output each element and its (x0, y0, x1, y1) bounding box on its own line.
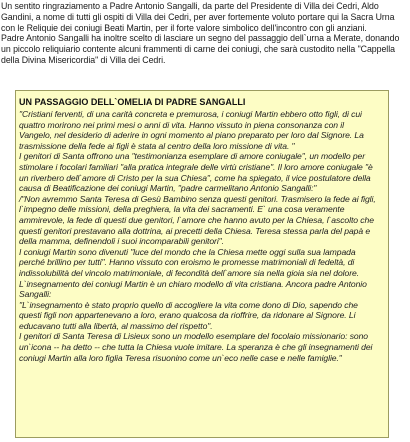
homily-paragraph: /"Non avremmo Santa Teresa di Gesù Bambino senza questi genitori. Trasmisero la fede ai figli, l`impegno delle missioni, della preghiera, la vita dei sacramenti. E` una cosa veramente ammirevole, la fede di questi due genitori, l`amore che hanno avuto per la Chiesa, l`ascolto che questi genitori prestavano alla dottrina, ai precetti della Chiesa. Teresa stessa parla del papà e della mamma, definendoli i suoi incomparabili genitori". (19, 193, 376, 247)
homily-paragraph: I genitori di Santa offrono una "testimonianza esemplare di amore coniugale", un modello per stimolare i focolari familiari "alla pratica integrale delle virtù cristiane". Il loro amore coniugale "è un riverbero dell`amore di Cristo per la sua Chiesa", come ha spiegato, il vice postulatore della causa di Beatificazione dei coniugi Martin, "padre carmelitano Antonio Sangalli:" (19, 151, 373, 194)
homily-paragraph: I genitori di Santa Teresa di Lisieux sono un modello esemplare del focolaio missionario: sono un`icona -- ha detto -- che tutta la Chiesa vuole imitare. La speranza è che gli insegnamenti dei coniugi Martin alla loro figlia Teresa risuonino come un`eco nelle case e nelle famiglie." (19, 331, 373, 363)
homily-excerpt-title: UN PASSAGGIO DELL`OMELIA DI PADRE SANGALLI (19, 97, 246, 107)
homily-excerpt-content (19, 97, 379, 363)
intro-paragraph: Un sentito ringraziamento a Padre Antonio Sangalli, da parte del Presidente di Villa dei Cedri, Aldo Gandini, a nome di tutti gli ospiti di Villa dei Cedri, per aver fortemente voluto portare qui la Sacra Urna con le Reliquie dei coniugi Beati Martin, per il forte valore simbolico dell'incontro con gli anziani. (1, 1, 395, 33)
intro-paragraph: Padre Antonio Sangalli ha inoltre scelto di lasciare un segno del passaggio dell`urna a Merate, donando un piccolo reliquiario contente alcuni frammenti di carne dei coniugi, che sarà custodito nella "Cappella della Divina Misericordia" di Villa dei Cedri. (1, 33, 400, 65)
homily-paragraph: "Cristiani ferventi, di una carità concreta e premurosa, i coniugi Martin ebbero otto figli, di cui quattro morirono nei primi mesi o anni di vita. Hanno vissuto in piena consonanza con il Vangelo, nel desiderio di aderire in ogni momento al piano preparato per loro dal Signore. La trasmissione della fede ai figli è stata al centro della loro missione di vita. " (19, 109, 364, 151)
intro-text (1, 1, 407, 66)
homily-excerpt-box (15, 90, 389, 438)
homily-paragraph: I coniugi Martin sono divenuti "luce del mondo che la Chiesa mette oggi sulla sua lampada perché brillino per tutti". Hanno vissuto con eroismo le promesse matrimoniali di fedeltà, di indissolubilità del vincolo matrimoniale, di fecondità dell`amore sia nella gioia sia nel dolore. L`insegnamento dei coniugi Martin è un chiaro modello di vita cristiana. Ancora padre Antonio Sangalli: (19, 246, 367, 300)
homily-excerpt-body (19, 109, 379, 363)
homily-paragraph: "L`insegnamento è stato proprio quello di accogliere la vita come dono di Dio, sapendo che questi figli non appartenevano a loro, erano qualcosa da rioffrire, da ridonare al Signore. Li educavano tutti alla libertà, al massimo del rispetto". (19, 299, 358, 331)
